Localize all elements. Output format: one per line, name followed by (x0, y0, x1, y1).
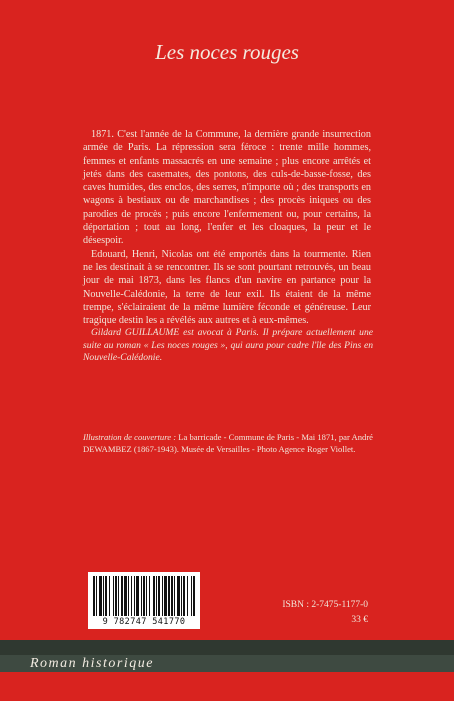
barcode-bar (134, 576, 135, 616)
barcode-bar (118, 576, 119, 616)
barcode-bar (121, 576, 123, 616)
barcode-bar (146, 576, 147, 616)
barcode-bar (105, 576, 107, 616)
isbn: ISBN : 2-7475-1177-0 (282, 600, 368, 610)
barcode-bar (113, 576, 114, 616)
author-note: Gildard GUILLAUME est avocat à Paris. Il prépare actuellement une suite au roman « Les noces rouges », qui aura pour cadre l'île des Pins en Nouvelle-Calédonie. (83, 327, 373, 364)
synopsis (83, 128, 371, 327)
barcode-bar (181, 576, 182, 616)
barcode-bar (149, 576, 150, 616)
barcode-bar (136, 576, 139, 616)
cover-credit-lead: Illustration de couverture : (83, 432, 177, 442)
barcode-bar (141, 576, 142, 616)
barcode-bar (96, 576, 97, 616)
barcode-bar (164, 576, 167, 616)
book-title: Les noces rouges (155, 40, 299, 64)
barcode-bar (93, 576, 95, 616)
barcode-bar (153, 576, 155, 616)
barcode-bar (156, 576, 157, 616)
barcode-bar (191, 576, 192, 616)
barcode-bar (103, 576, 104, 616)
barcode-bar (124, 576, 127, 616)
barcode (88, 572, 200, 629)
barcode-bar (183, 576, 185, 616)
barcode-bar (193, 576, 195, 616)
barcode-bar (143, 576, 145, 616)
footer-band-dark (0, 640, 454, 655)
barcode-bar (109, 576, 110, 616)
barcode-bar (158, 576, 160, 616)
synopsis-paragraph: Edouard, Henri, Nicolas ont été emportés dans la tourmente. Rien ne les destinait à se rencontrer. Ils se sont pourtant retrouvés, un beau jour de mai 1873, dans les flancs d'un navire en partance pour la Nouvelle-Calédonie, la terre de leur exil. Ils étaient de la même trempe, s'éclairaient de la même lumière féconde et généreuse. Leur tragique destin les a révélés aux autres et à eux-mêmes. (83, 248, 371, 327)
barcode-bar (99, 576, 102, 616)
barcode-bar (171, 576, 173, 616)
cover-credit-text: La barricade - Commune de Paris - Mai 1871, par André DEWAMBEZ (1867-1943). Musée de Versailles - Photo Agence Roger Viollet. (83, 432, 374, 454)
synopsis-paragraph: 1871. C'est l'année de la Commune, la dernière grande insurrection armée de Paris. La répression sera féroce : trente mille hommes, femmes et enfants massacrés en une semaine ; plus encore arrêtés et jetés dans des casemates, des pontons, des culs-de-basse-fosse, des caves humides, des enclos, des serres, n'importe où ; des transports en wagons à bestiaux ou de marchandises ; des procès iniques ou des parodies de procès ; puis encore l'enfermement ou, pour certains, la déportation ; tout au long, l'enfer et les cloaques, la peur et le désespoir. (83, 129, 371, 247)
barcode-bar (168, 576, 170, 616)
price: 33 € (351, 615, 368, 625)
barcode-digits: 9 782747 541770 (102, 617, 186, 627)
barcode-bar (177, 576, 180, 616)
barcode-bar (128, 576, 129, 616)
series-label: Roman historique (30, 656, 154, 671)
barcode-bar (115, 576, 117, 616)
barcode-bar (131, 576, 132, 616)
cover-credit (83, 432, 373, 455)
barcode-bar (174, 576, 175, 616)
barcode-bar (162, 576, 163, 616)
barcode-bars (93, 576, 195, 616)
barcode-bar (187, 576, 188, 616)
